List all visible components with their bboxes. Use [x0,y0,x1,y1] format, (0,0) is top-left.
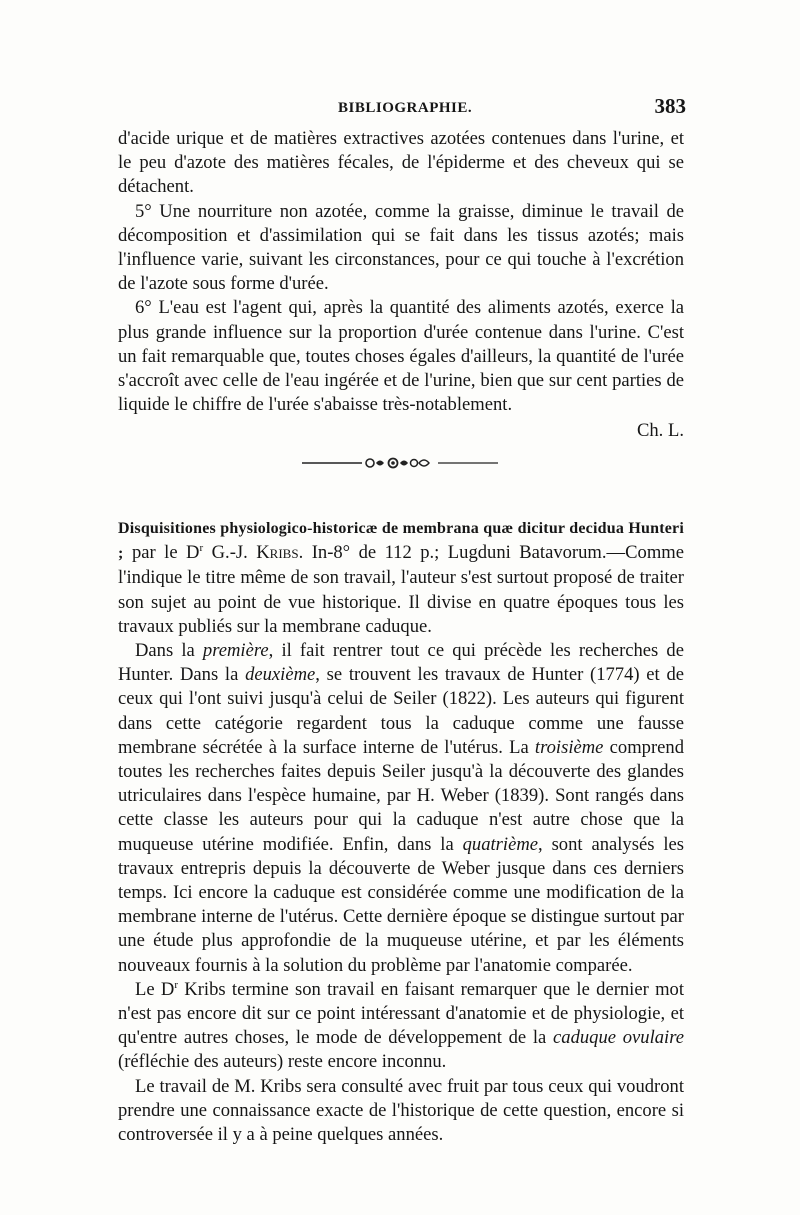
signature: Ch. L. [636,420,684,442]
review-paragraph-4: Le travail de M. Kribs sera consulté avec fruit par tous ceux qui voudront prendre une connaissance exacte de l'historique de cette question, encore si controversée il y a à peine quelques années. [118,1075,684,1146]
p2-emph-deuxieme: deuxième [245,664,316,686]
p2-text-5: , sont analysés les travaux entrepris depuis la découverte de Weber jusque dans ces derniers temps. Ici encore la caduque est considérée comme une modification de la membrane interne de l'utérus. Cette dernière époque se distingue surtout par une étude plus approfondie de la muqueuse utérine, et par les éléments nouveaux fournis à la solution du problème par l'anatomie comparée. [118,833,684,976]
p2-emph-quatrieme: quatrième [462,833,539,855]
p3-text-1: Le D [135,978,175,1000]
p2-text-2: , il fait rentrer tout ce qui précède les recherches de Hunter. Dans la [118,640,684,686]
running-title: BIBLIOGRAPHIE. [338,100,473,116]
review-by: par le D [123,542,200,564]
p2-emph-premiere: première [202,640,269,662]
p3-text-2: Kribs termine son travail en faisant remarquer que le dernier mot n'est pas encore dit sur ce point intéressant d'anatomie et de physiologie, et qu'entre autres choses, le mode de développement de la [118,978,685,1049]
paragraph-point-6: 6° L'eau est l'agent qui, après la quantité des aliments azotés, exerce la plus grande influence sur la proportion d'urée contenue dans l'urine. C'est un fait remarquable que, toutes choses égales d'ailleurs, la quantité de l'urée s'accroît avec celle de l'eau ingérée et de l'urine, bien que sur cent parties de liquide le chiffre de l'urée s'abaisse très-notablement. [118,297,684,416]
decorative-rule-ornament-icon [300,453,500,473]
running-header [118,94,686,124]
review-by-sup: r [199,542,204,555]
review-intro-text: . In-8° de 112 p.; Lugduni Batavorum.—Comme l'indique le titre même de son travail, l'auteur s'est surtout proposé de traiter son sujet au point de vue historique. Il divise en quatre époques tous les travaux publiés sur la membrane caduque. [118,542,685,637]
p3-text-3: (réfléchie des auteurs) reste encore inconnu. [118,1051,447,1073]
review-kribs [118,516,684,1147]
ornament-icon [300,453,500,473]
review-paragraph-1 [118,516,684,639]
p3-emph-caduque-ovulaire: caduque ovulaire [553,1027,684,1049]
p2-text-3: , se trouvent les travaux de Hunter (1774) et de ceux qui l'ont suivi jusqu'à celui de Seiler (1822). Les auteurs qui figurent dans cette catégorie regardent tous la caduque comme une fausse membrane sécrétée à la surface interne de l'utérus. La [118,664,684,758]
author-initials: G.-J. [203,542,257,564]
p2-text-1: Dans la [135,640,203,662]
p2-text-4: comprend toutes les recherches faites depuis Seiler jusqu'à la découverte des glandes utriculaires dans l'espèce humaine, par H. Weber (1839). Sont rangés dans cette classe les auteurs pour qui la caduque n'est autre chose que la muqueuse utérine modifiée. Enfin, dans la [118,736,684,855]
p3-sup: r [174,978,179,991]
page-number: 383 [654,94,686,118]
section-urine-summary [118,127,684,444]
author-name: Kribs [256,542,299,564]
paragraph-point-5: 5° Une nourriture non azotée, comme la graisse, diminue le travail de décomposition et d'assimilation qui se fait dans les tissus azotés; mais l'influence varie, suivant les circonstances, pour ce qui touche à l'excrétion de l'azote sous forme d'urée. [118,200,684,295]
review-title: Disquisitiones physiologico-historicæ de membrana quæ dicitur decidua Hunteri ; [118,520,684,563]
review-paragraph-2 [118,639,684,978]
paragraph-continuation: d'acide urique et de matières extractives azotées contenues dans l'urine, et le peu d'azote des matières fécales, de l'épiderme et des cheveux qui se détachent. [118,128,684,198]
review-paragraph-3 [118,978,684,1075]
p2-emph-troisieme: troisième [534,736,604,758]
